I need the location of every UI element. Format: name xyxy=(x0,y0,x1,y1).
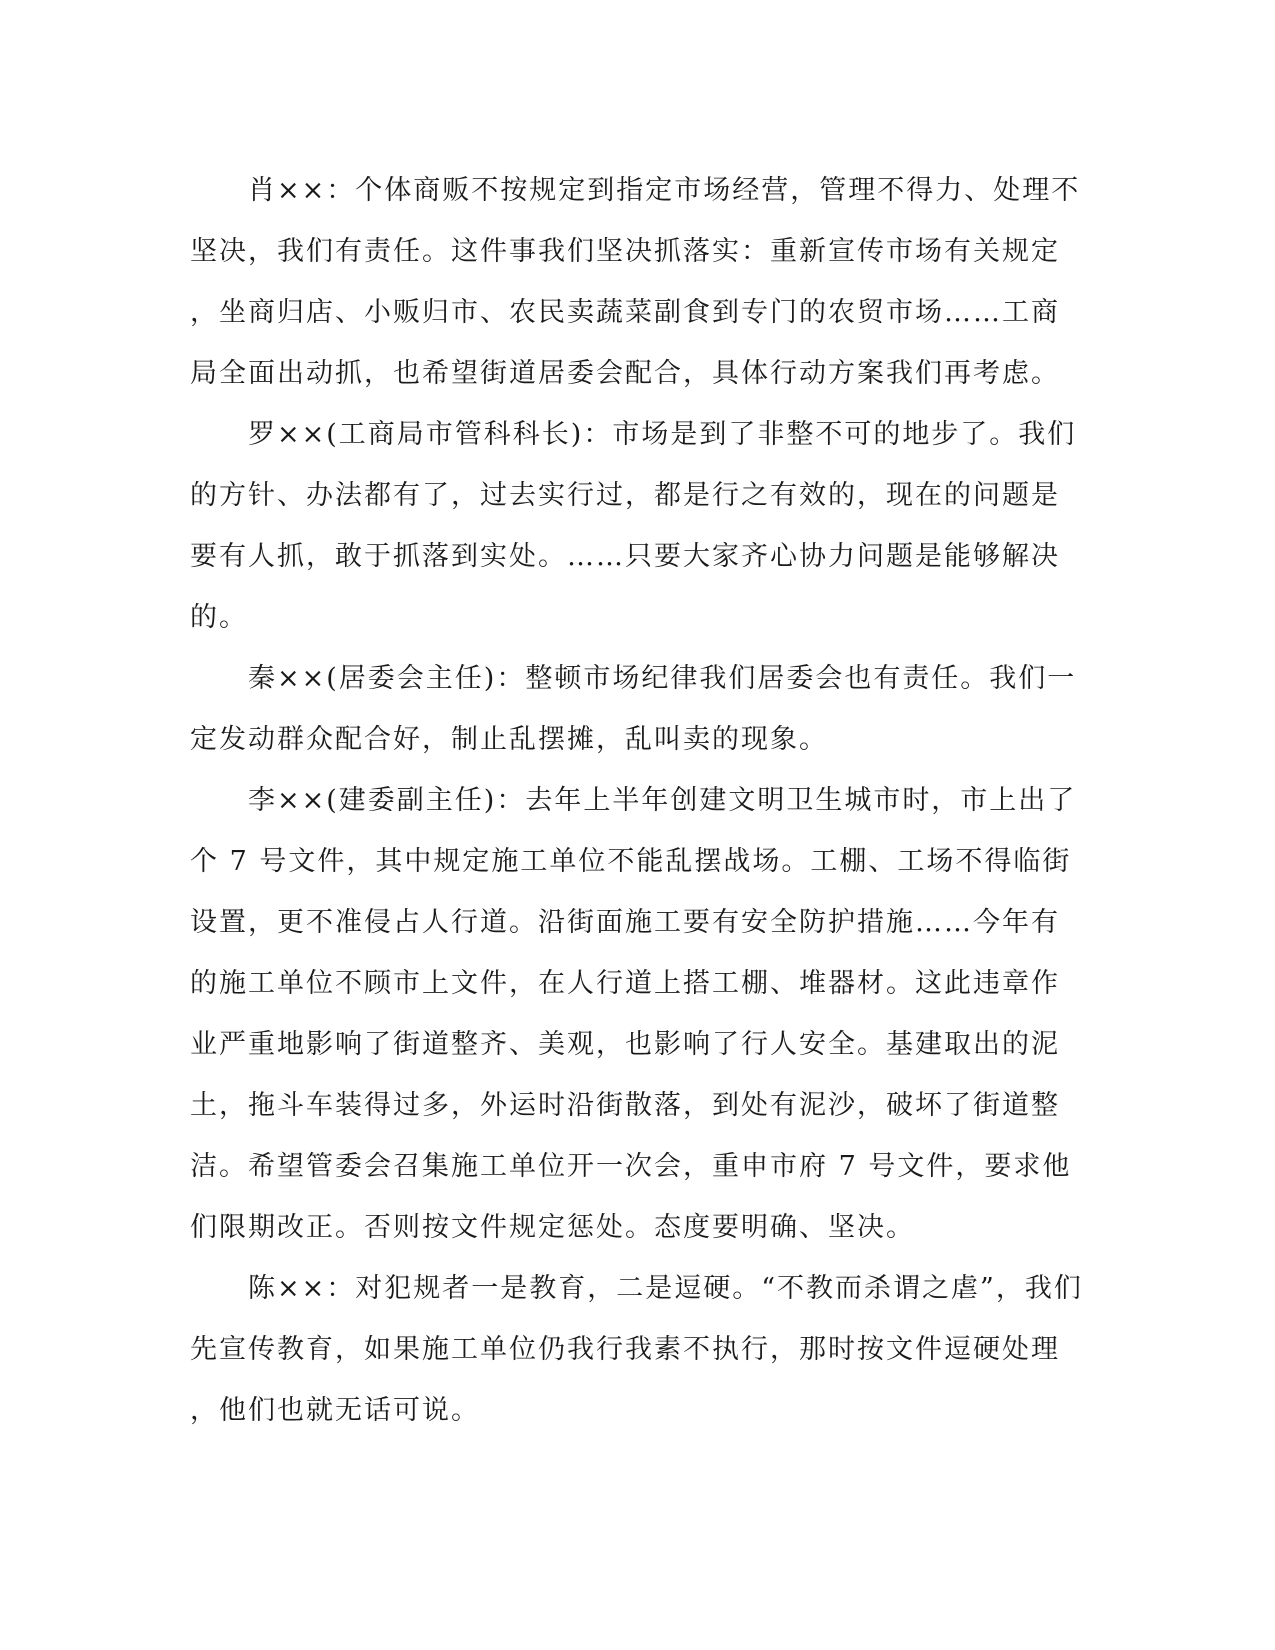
text-line: 的方针、办法都有了，过去实行过，都是行之有效的，现在的问题是 xyxy=(190,480,1060,511)
text-line: 设置，更不准侵占人行道。沿街面施工要有安全防护措施……今年有 xyxy=(190,907,1060,938)
text-line: 肖××：个体商贩不按规定到指定市场经营，管理不得力、处理不 xyxy=(190,175,1081,206)
text-line: 陈××：对犯规者一是教育，二是逗硬。“不教而杀谓之虐”，我们 xyxy=(190,1273,1083,1304)
text-line: 秦××(居委会主任)：整顿市场纪律我们居委会也有责任。我们一 xyxy=(190,663,1077,694)
text-line: 局全面出动抓，也希望街道居委会配合，具体行动方案我们再考虑。 xyxy=(190,358,1060,389)
text-line: ，他们也就无话可说。 xyxy=(190,1395,480,1426)
text-line: 土，拖斗车装得过多，外运时沿街散落，到处有泥沙，破坏了街道整 xyxy=(190,1090,1060,1121)
text-line: 坚决，我们有责任。这件事我们坚决抓落实：重新宣传市场有关规定 xyxy=(190,236,1060,267)
text-line: 们限期改正。否则按文件规定惩处。态度要明确、坚决。 xyxy=(190,1212,915,1243)
text-line: 要有人抓，敢于抓落到实处。……只要大家齐心协力问题是能够解决 xyxy=(190,541,1060,572)
text-line: 洁。希望管委会召集施工单位开一次会，重申市府 7 号文件，要求他 xyxy=(190,1151,1072,1182)
text-line: 的施工单位不顾市上文件，在人行道上搭工棚、堆器材。这此违章作 xyxy=(190,968,1060,999)
text-line: 定发动群众配合好，制止乱摆摊，乱叫卖的现象。 xyxy=(190,724,828,755)
text-line: 业严重地影响了街道整齐、美观，也影响了行人安全。基建取出的泥 xyxy=(190,1029,1060,1060)
text-line: 的。 xyxy=(190,602,248,633)
text-line: 先宣传教育，如果施工单位仍我行我素不执行，那时按文件逗硬处理 xyxy=(190,1334,1060,1365)
document-body xyxy=(190,160,1090,1441)
text-line: 罗××(工商局市管科科长)：市场是到了非整不可的地步了。我们 xyxy=(190,419,1077,450)
text-line: 李××(建委副主任)：去年上半年创建文明卫生城市时，市上出了 xyxy=(190,785,1077,816)
text-line: 个 7 号文件，其中规定施工单位不能乱摆战场。工棚、工场不得临街 xyxy=(190,846,1072,877)
text-line: ，坐商归店、小贩归市、农民卖蔬菜副食到专门的农贸市场……工商 xyxy=(190,297,1060,328)
